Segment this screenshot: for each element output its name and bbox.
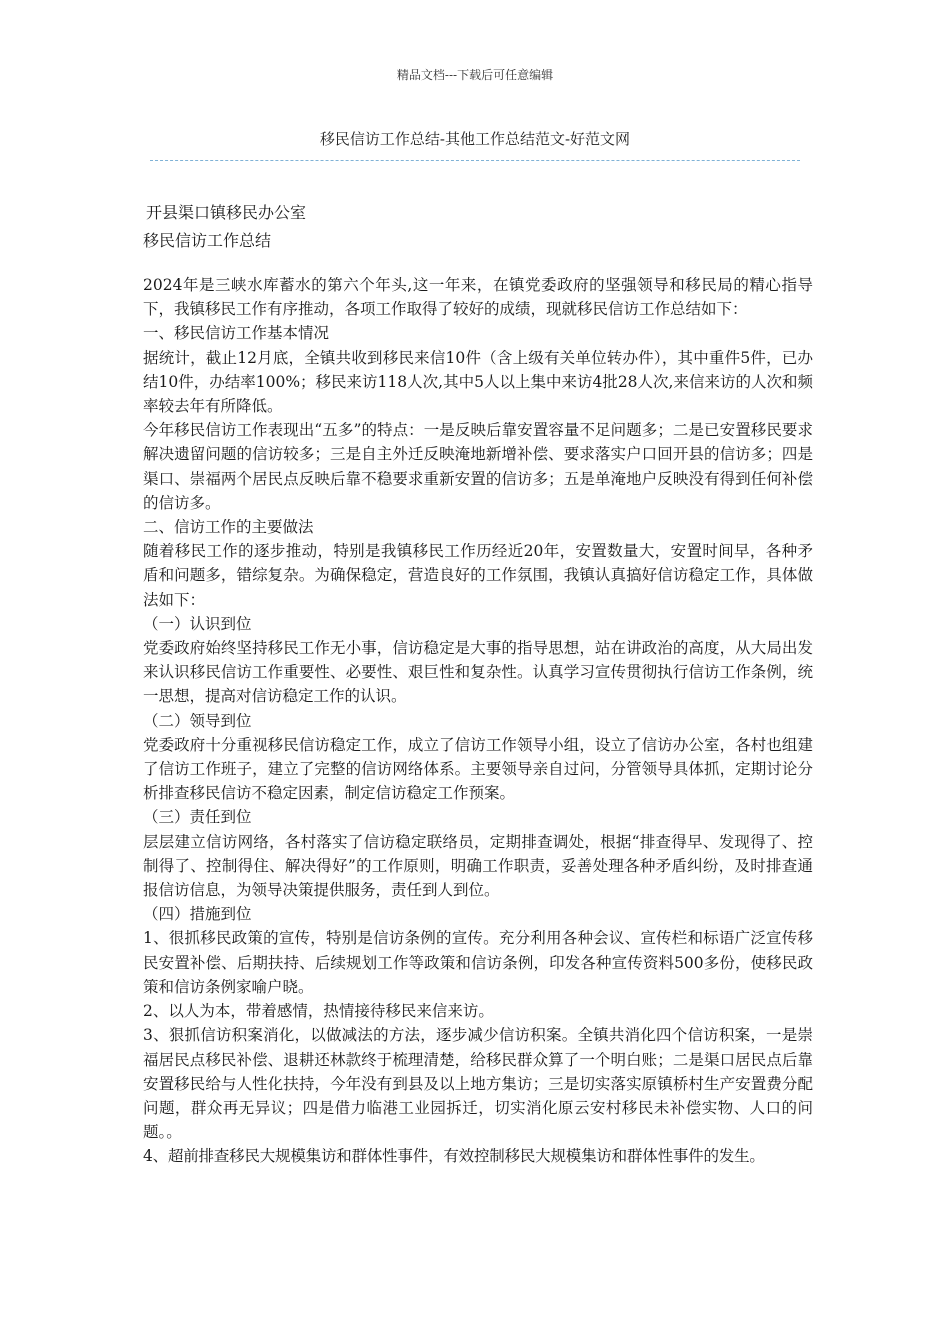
document-title: 移民信访工作总结-其他工作总结范文-好范文网	[319, 130, 631, 148]
intro-paragraph: 2024年是三峡水库蓄水的第六个年头,这一年来，在镇党委政府的坚强领导和移民局的精心指导下，我镇移民工作有序推动，各项工作取得了较好的成绩，现就移民信访工作总结如下：	[143, 276, 813, 319]
title-divider	[150, 160, 800, 161]
subsection-heading-2: （二）领导到位	[143, 711, 252, 730]
list-item: 3、狠抓信访积案消化，以做减法的方法，逐步减少信访积案。全镇共消化四个信访积案，一是崇福居民点移民补偿、退耕还林款终于梳理清楚，给移民群众算了一个明白账；二是渠口居民点后靠安置移民给与人性化扶持，今年没有到县及以上地方集访；三是切实落实原镇桥村生产安置费分配问题，群众再无异议；四是借力临港工业园拆迁，切实消化原云安村移民未补偿实物、人口的问题。。	[143, 1026, 813, 1142]
subsection-heading-3: （三）责任到位	[143, 808, 252, 827]
section-heading-2: 二、信访工作的主要做法	[143, 518, 314, 537]
body-paragraph: 今年移民信访工作表现出“五多”的特点：一是反映后靠安置容量不足问题多；二是已安置移民要求解决遗留问题的信访较多；三是自主外迁反映淹地新增补偿、要求落实户口回开县的信访多；四是渠口、崇福两个居民点反映后靠不稳要求重新安置的信访多；五是单淹地户反映没有得到任何补偿的信访多。	[143, 421, 813, 512]
subsection-heading-4: （四）措施到位	[143, 905, 252, 924]
report-subtitle: 移民信访工作总结	[143, 231, 272, 250]
body-paragraph: 随着移民工作的逐步推动，特别是我镇移民工作历经近20年，安置数量大，安置时间早，各种矛盾和问题多，错综复杂。为确保稳定，营造良好的工作氛围，我镇认真搞好信访稳定工作，具体做法如下：	[143, 542, 813, 609]
list-item: 1、很抓移民政策的宣传，特别是信访条例的宣传。充分利用各种会议、宣传栏和标语广泛宣传移民安置补偿、后期扶持、后续规划工作等政策和信访条例，印发各种宣传资料500多份，使移民政策和信访条例家喻户晓。	[143, 929, 813, 996]
list-item: 4、超前排查移民大规模集访和群体性事件，有效控制移民大规模集访和群体性事件的发生。	[143, 1147, 765, 1166]
subsection-heading-1: （一）认识到位	[143, 614, 252, 633]
organization-name: 开县渠口镇移民办公室	[146, 203, 307, 222]
section-heading-1: 一、移民信访工作基本情况	[143, 324, 330, 343]
body-paragraph: 党委政府十分重视移民信访稳定工作，成立了信访工作领导小组，设立了信访办公室，各村也组建了信访工作班子，建立了完整的信访网络体系。主要领导亲自过问，分管领导具体抓，定期讨论分析排查移民信访不稳定因素，制定信访稳定工作预案。	[143, 735, 813, 803]
body-paragraph: 党委政府始终坚持移民工作无小事，信访稳定是大事的指导思想，站在讲政治的高度，从大局出发来认识移民信访工作重要性、必要性、艰巨性和复杂性。认真学习宣传贯彻执行信访工作条例，统一思想，提高对信访稳定工作的认识。	[143, 639, 813, 706]
header-note: 精品文档---下载后可任意编辑	[396, 68, 554, 82]
body-paragraph: 据统计，截止12月底，全镇共收到移民来信10件（含上级有关单位转办件），其中重件5件，已办结10件，办结率100%；移民来访118人次,其中5人以上集中来访4批28人次,来信来访的人次和频率较去年有所降低。	[143, 348, 813, 416]
body-paragraph: 层层建立信访网络，各村落实了信访稳定联络员，定期排查调处，根据“排查得早、发现得了、控制得了、控制得住、解决得好”的工作原则，明确工作职责，妥善处理各种矛盾纠纷，及时排查通报信访信息，为领导决策提供服务，责任到人到位。	[143, 832, 813, 900]
document-body	[143, 273, 813, 1169]
list-item: 2、以人为本，带着感情，热情接待移民来信来访。	[143, 1002, 494, 1021]
